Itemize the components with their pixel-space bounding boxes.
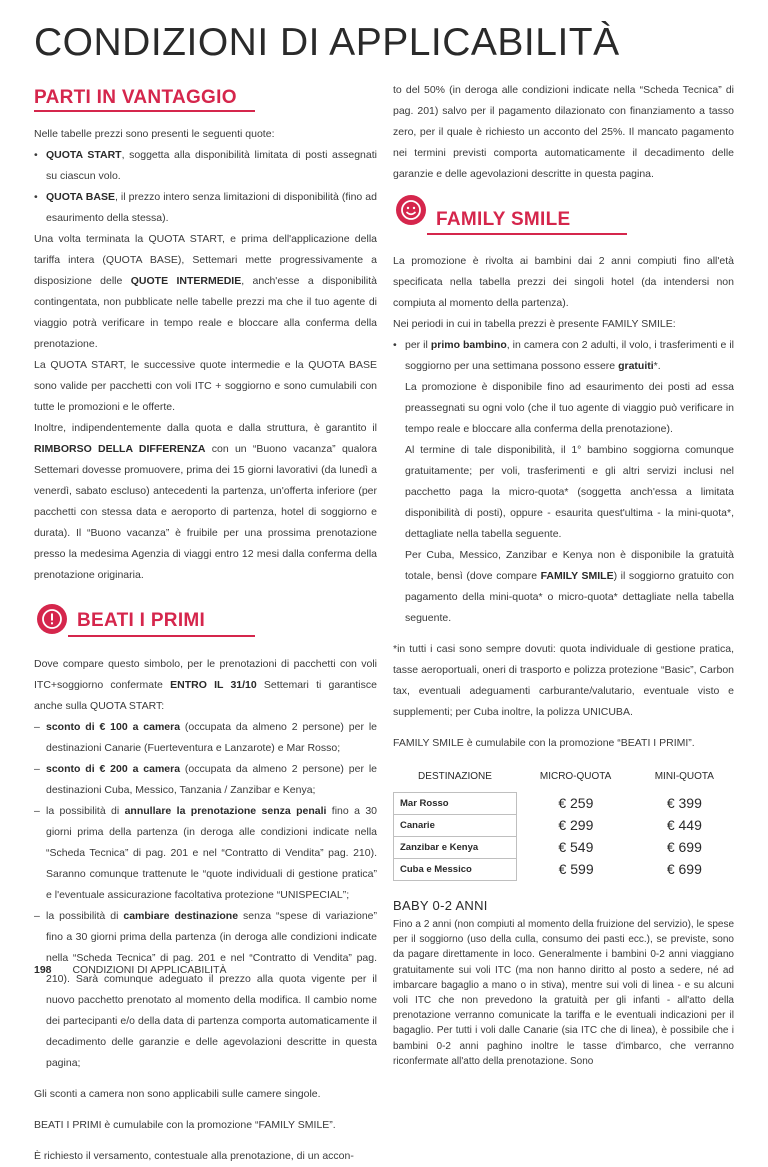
table-cell-destination: Zanzibar e Kenya <box>394 837 517 859</box>
text: senza “spese di variazione” fino a 30 giorni prima della partenza (in deroga alle condizioni indicate nella “Scheda Tecnica” di pag. 201 e nel “Contratto di Vendita” pag. 210). Sarà comunque adeguato il prezzo alla quota vigente per il nuovo pacchetto prenotato al momento della modifica. Il cambio nome dei partecipanti e/o della data di partenza comporta automaticamente il decadimento delle garanzie e delle agevolazioni descritte in questa pagina; <box>46 910 378 1069</box>
footnote: *in tutti i casi sono sempre dovuti: quota individuale di gestione pratica, tasse aeroportuali, oneri di trasporto e polizza protezione “Basic”, Carbon tax, eventuali adeguamenti carburante/valutario, eventuale visto e supplementi; per Cuba inoltre, la polizza UNICUBA. <box>393 643 734 718</box>
family-after-availability: Al termine di tale disponibilità, il 1° bambino soggiorna comunque gratuitamente; per voli, trasferimenti e gli altri servizi inclusi nel pacchetto paga la micro-quota* (soggetta anch'essa a limitata disponibilità di posti), oppure - esaurita quest'ultima - la mini-quota*, dettagliate nella tabella seguente. <box>405 444 734 540</box>
text: con un “Buono vacanza” qualora Settemari dovesse promuovere, prima dei 15 giorni lavorativi (da lunedì a venerdì, sabato escluso) antecedenti la partenza, un'offerta inferiore (per pacchetti con stessa data e aeroporto di partenza, hotel di soggiorno e durata). Il “Buono vacanza” è fruibile per una prossima prenotazione presso la medesima Agenzia di viaggi entro 12 mesi dalla conferma della prenotazione originaria. <box>34 443 377 581</box>
acconto-paragraph: È richiesto il versamento, contestuale alla prenotazione, di un accon- <box>34 1150 354 1162</box>
text: fino a 30 giorni prima della partenza (in deroga alle condizioni indicate nella “Scheda Tecnica” di pag. 201 e nel “Contratto di Vendita” pag. 210). Saranno comunque trattenute le “quote individuali di gestione pratica” e l'eventuale assicurazione facoltativa protezione “UNISPECIAL”; <box>46 805 378 901</box>
quota-start-item <box>34 145 377 187</box>
vantaggio-heading: PARTI IN VANTAGGIO <box>34 87 237 108</box>
beati-cumulabile: BEATI I PRIMI è cumulabile con la promozione “FAMILY SMILE”. <box>34 1119 336 1131</box>
beati-heading: BEATI I PRIMI <box>77 610 206 631</box>
beati-heading-row <box>34 600 377 646</box>
table-row <box>394 837 734 859</box>
table-header-mini: MINI-QUOTA <box>654 770 714 782</box>
beati-underline <box>68 635 255 637</box>
baby-heading: BABY 0-2 ANNI <box>393 898 488 913</box>
quota-base-label: QUOTA BASE <box>46 191 115 203</box>
beati-intro <box>34 654 377 717</box>
baby-paragraph: Fino a 2 anni (non compiuti al momento della fruizione del servizio), le spese per il soggiorno (uso della culla, consumo dei pasti ecc.), se previste, sono da pagare direttamente in loco. Generalmente i bambini 0-2 anni viaggiano gratuitamente sui voli ITC (ma non hanno diritto al posto a sedere, né ad imbarcare bagaglio a mano o in stiva), mentre sui voli di linea - e su alcuni voli ITC che non prevedono la gratuità per gli infanti - all'atto della prenotazione verranno comunicate la tariffa e le eventuali indicazioni per il bagaglio. Per tutti i voli dalle Canarie (sia ITC che di linea), è possibile che i bambini 0-2 anni paghino inoltre le tasse d'imbarco, che verranno riconfermate all'atto della prenotazione. Sono <box>393 919 734 1067</box>
page-title: CONDIZIONI DI APPLICABILITÀ <box>34 21 620 64</box>
family-heading-row <box>393 193 734 241</box>
family-cumulabile: FAMILY SMILE è cumulabile con la promozione “BEATI I PRIMI”. <box>393 737 695 749</box>
quote-intermedie-paragraph <box>34 229 377 355</box>
text: *. <box>653 360 661 372</box>
text: la possibilità di <box>46 910 124 922</box>
family-availability: La promozione è disponibile fino ad esaurimento dei posti ad essa preassegnati su ogni volo (che il tuo agente di viaggio può verificare in tempo reale e bloccare alla conferma della prenotazione). <box>405 381 734 435</box>
table-header-destinazione: DESTINAZIONE <box>418 770 492 782</box>
gratuiti-label: gratuiti <box>618 360 654 372</box>
quota-start-label: QUOTA START <box>46 149 122 161</box>
text: per il <box>405 339 431 351</box>
family-intro: La promozione è rivolta ai bambini dai 2 anni compiuti fino all'età specificata nella tabella prezzi dei singoli hotel (da intendersi non compiuta al momento della partenza). <box>393 255 734 309</box>
quote-intermedie-label: QUOTE INTERMEDIE <box>130 275 242 287</box>
vantaggio-intro: Nelle tabelle prezzi sono presenti le seguenti quote: <box>34 128 275 140</box>
deadline-label: ENTRO IL 31/10 <box>170 679 257 691</box>
family-periods: Nei periodi in cui in tabella prezzi è presente FAMILY SMILE: <box>393 318 676 330</box>
annullare-item <box>34 801 377 906</box>
table-row <box>394 859 734 881</box>
table-cell-destination: Cuba e Messico <box>394 859 517 881</box>
table-cell-micro: € 549 <box>558 839 594 855</box>
sconto-100-item <box>34 717 377 759</box>
text: , anch'esse a disponibilità contingentata, non pubblicate nelle tabelle prezzi ma che il tuo agente di viaggio potrà verificare in tempo reale e bloccare alla conferma della prenotazione. <box>34 275 377 350</box>
text: Dove compare questo simbolo, per le prenotazioni di pacchetti con voli ITC+soggiorno confermate <box>34 658 377 691</box>
text: (occupata da almeno 2 persone) per le destinazioni Canarie (Fuerteventura e Lanzarote) e Mar Rosso; <box>46 721 377 754</box>
quota-base-text: , il prezzo intero senza limitazioni di disponibilità (fino ad esaurimento della stessa). <box>46 191 377 224</box>
acconto-continuation: to del 50% (in deroga alle condizioni indicate nella “Scheda Tecnica” di pag. 201) salvo per il pagamento dilazionato con finanziamento a tasso zero, per il quale è richiesto un acconto del 25%. Il mancato pagamento nei termini previsti comporta automaticamente il decadimento delle garanzie e delle agevolazioni descritte in questa pagina. <box>393 84 734 180</box>
table-cell-mini: € 399 <box>666 795 702 811</box>
table-row <box>394 793 734 815</box>
table-cell-micro: € 299 <box>558 817 594 833</box>
smile-icon <box>396 195 426 225</box>
family-heading: FAMILY SMILE <box>436 209 571 230</box>
text: Una volta terminata la QUOTA START, e prima dell'applicazione della tariffa intera (QUOTA BASE), Settemari mette progressivamente a disposizione delle <box>34 233 377 287</box>
table-cell-mini: € 449 <box>666 817 702 833</box>
sconto-200-item <box>34 759 377 801</box>
footer-section: CONDIZIONI DI APPLICABILITÀ <box>72 964 227 976</box>
exclamation-icon <box>37 604 67 634</box>
text: Per Cuba, Messico, Zanzibar e Kenya non è disponibile la gratuità totale, bensì (dove compare <box>405 549 734 582</box>
text: ) il soggiorno gratuito con pagamento della mini-quota* o micro-quota* dettagliate nella tabella seguente. <box>405 570 734 624</box>
quota-start-validity: La QUOTA START, le successive quote intermedie e la QUOTA BASE sono valide per pacchetti con voli ITC + soggiorno e sono cumulabili con tutte le promozioni e le offerte. <box>34 359 377 413</box>
price-table <box>393 760 734 881</box>
text: Inoltre, indipendentemente dalla quota e dalla struttura, è garantito il <box>34 422 377 434</box>
rimborso-label: RIMBORSO DELLA DIFFERENZA <box>34 443 206 455</box>
sconto-200-label: sconto di € 200 a camera <box>46 763 181 775</box>
table-cell-micro: € 259 <box>558 795 594 811</box>
sconto-100-label: sconto di € 100 a camera <box>46 721 181 733</box>
cambiare-item <box>34 906 377 1074</box>
text: la possibilità di <box>46 805 125 817</box>
table-cell-destination: Mar Rosso <box>394 793 517 815</box>
primo-bambino-item <box>393 335 734 629</box>
table-cell-micro: € 599 <box>558 861 594 877</box>
table-header-micro: MICRO-QUOTA <box>539 770 612 782</box>
sconti-note: Gli sconti a camera non sono applicabili sulle camere singole. <box>34 1088 321 1100</box>
family-exceptions <box>405 545 734 629</box>
table-cell-mini: € 699 <box>666 839 702 855</box>
family-smile-label: FAMILY SMILE <box>540 570 614 582</box>
table-row <box>394 815 734 837</box>
table-cell-mini: € 699 <box>666 861 702 877</box>
text: Settemari ti garantisce anche sulla QUOTA START: <box>34 679 377 712</box>
text: , in camera con 2 adulti, il volo, i trasferimenti e il soggiorno per una settimana possono essere <box>405 339 734 372</box>
family-underline <box>427 233 627 235</box>
primo-bambino-label: primo bambino <box>430 339 507 351</box>
rimborso-paragraph <box>34 418 377 586</box>
page-number: 198 <box>34 964 52 976</box>
left-column <box>34 87 377 1167</box>
page-footer <box>34 964 227 976</box>
table-cell-destination: Canarie <box>394 815 517 837</box>
annullare-label: annullare la prenotazione senza penali <box>124 805 327 817</box>
quota-start-text: , soggetta alla disponibilità limitata di posti assegnati su ciascun volo. <box>46 149 377 182</box>
cambiare-label: cambiare destinazione <box>123 910 239 922</box>
text: (occupata da almeno 2 persone) per le destinazioni Cuba, Messico, Tanzania / Zanzibar e Kenya; <box>46 763 377 796</box>
quota-base-item <box>34 187 377 229</box>
right-column <box>393 80 734 1069</box>
table-header-row <box>394 760 734 793</box>
